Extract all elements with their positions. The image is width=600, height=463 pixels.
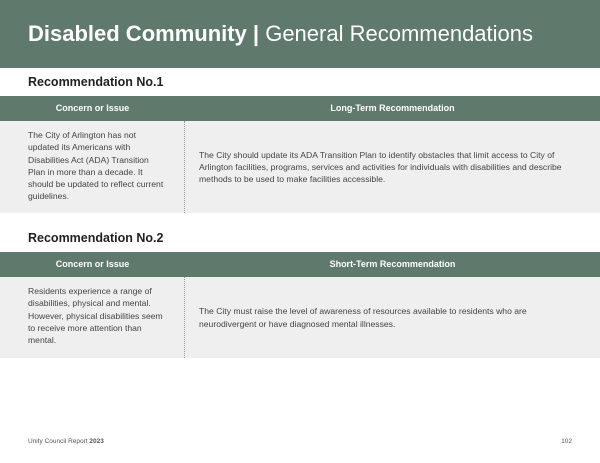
column-header-recommendation: Short-Term Recommendation [329, 259, 456, 269]
concern-cell: Residents experience a range of disabilities, physical and mental. However, physical disabilities seem to receive more attention than mental. [0, 277, 185, 358]
table-header-row [0, 96, 600, 121]
recommendation-cell [185, 121, 600, 213]
column-header-recommendation: Long-Term Recommendation [330, 103, 455, 113]
column-header-concern: Concern or Issue [55, 103, 130, 113]
page-title-bold: Disabled Community | [28, 21, 260, 46]
footer-report-name: Unity Council Report [28, 438, 88, 445]
recommendation-2 [0, 224, 600, 358]
page-number: 102 [561, 438, 572, 445]
footer-report-year: 2023 [89, 438, 104, 445]
recommendation-1 [0, 68, 600, 213]
column-header-concern: Concern or Issue [55, 259, 130, 269]
footer-report-label [28, 438, 104, 445]
page-title-bar [0, 0, 600, 68]
concern-cell: The City of Arlington has not updated its Americans with Disabilities Act (ADA) Transition Plan in more than a decade. It should be updated to reflect current guidelines. [0, 121, 185, 213]
table-row [0, 121, 600, 213]
table-header-row [0, 252, 600, 277]
recommendation-heading: Recommendation No.2 [0, 224, 600, 252]
recommendation-heading: Recommendation No.1 [0, 68, 600, 96]
page-title-rest: General Recommendations [265, 21, 534, 46]
recommendation-cell [185, 277, 600, 358]
table-row [0, 277, 600, 358]
recommendation-text: The City must raise the level of awareness of resources available to residents who are neurodivergent or have diagnosed mental illnesses. [199, 306, 527, 329]
recommendation-text: The City should update its ADA Transition Plan to identify obstacles that limit access to City of Arlington facilities, programs, services and activities for individuals with disabilities and describe methods to be used to make facilities accessible. [199, 149, 562, 185]
